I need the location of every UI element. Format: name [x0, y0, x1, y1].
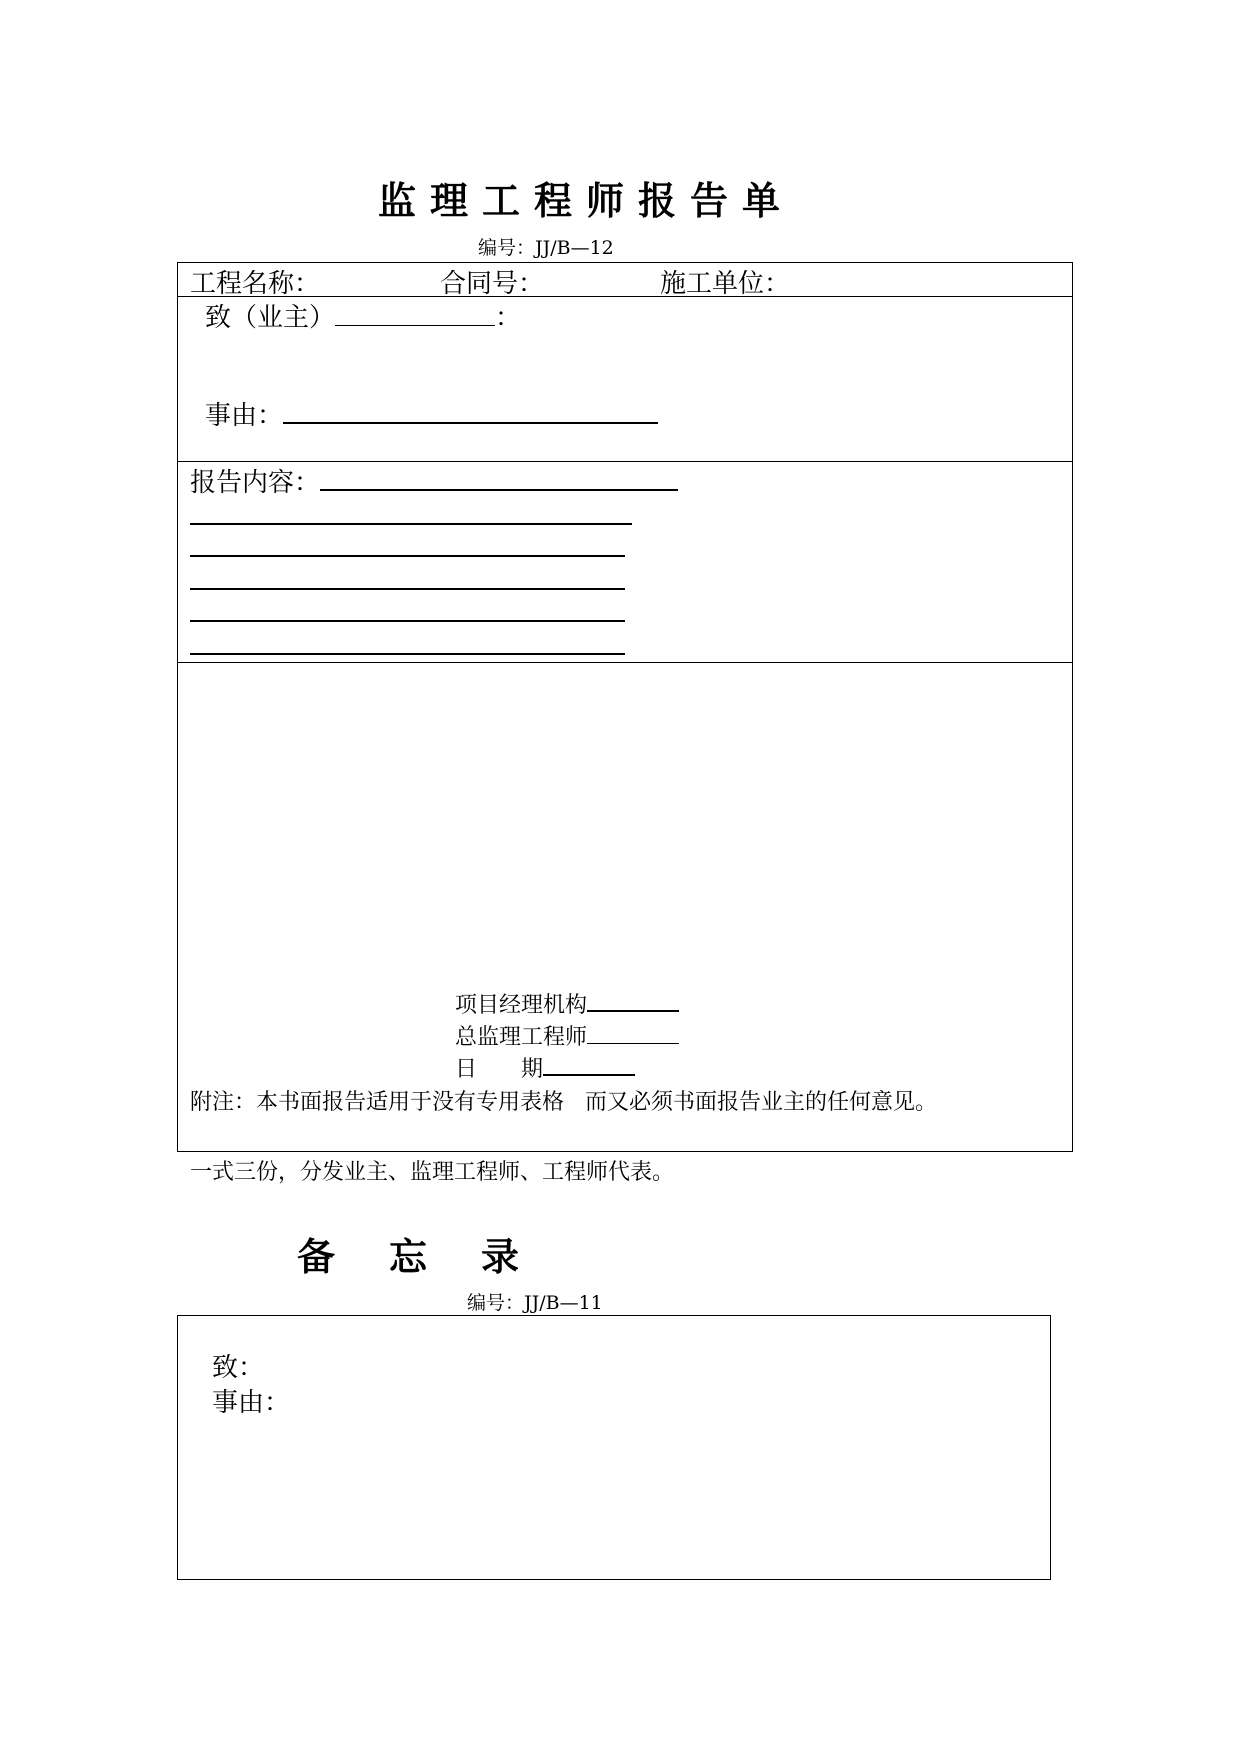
project-name-label: 工程名称：: [190, 269, 321, 299]
memo-to-label: 致：: [212, 1353, 265, 1383]
report-title: 监理工程师报告单: [378, 178, 795, 223]
memo-title: 备 忘 录: [297, 1234, 528, 1279]
content-line-4[interactable]: [190, 620, 625, 622]
to-owner-label: 致（业主）: [205, 303, 336, 333]
to-owner-field[interactable]: [335, 324, 495, 326]
sign-chief-line: [455, 1020, 679, 1051]
sign-date-line: [455, 1052, 635, 1083]
row-divider-content: [177, 662, 1073, 663]
sign-chief-field[interactable]: [587, 1042, 679, 1044]
content-field[interactable]: [320, 488, 678, 491]
sign-org-label: 项目经理机构: [455, 993, 588, 1018]
to-owner-line: [205, 297, 521, 334]
content-line-5[interactable]: [190, 653, 625, 655]
contractor-label: 施工单位：: [660, 269, 791, 299]
reason-label: 事由：: [205, 401, 284, 431]
memo-box: [177, 1315, 1051, 1580]
report-note: 附注：本书面报告适用于没有专用表格 而又必须书面报告业主的任何意见。: [190, 1090, 937, 1115]
sign-org-line: [455, 988, 679, 1019]
report-copies: 一式三份，分发业主、监理工程师、工程师代表。: [190, 1160, 675, 1185]
sign-org-field[interactable]: [587, 1009, 679, 1012]
content-line-3[interactable]: [190, 588, 625, 590]
content-line: [190, 462, 678, 499]
reason-field[interactable]: [283, 421, 658, 424]
sign-chief-label: 总监理工程师: [455, 1025, 588, 1050]
reason-line: [205, 395, 658, 432]
to-owner-colon: ：: [495, 303, 522, 333]
content-line-1[interactable]: [190, 523, 632, 525]
content-line-2[interactable]: [190, 555, 625, 557]
report-code: 编号：JJ/B—12: [478, 237, 614, 259]
memo-code: 编号：JJ/B—11: [467, 1292, 603, 1314]
sign-date-label: 日 期: [455, 1057, 544, 1082]
content-label: 报告内容：: [190, 468, 321, 498]
contract-no-label: 合同号：: [440, 269, 545, 299]
memo-reason-label: 事由：: [212, 1388, 291, 1418]
sign-date-field[interactable]: [543, 1073, 635, 1076]
